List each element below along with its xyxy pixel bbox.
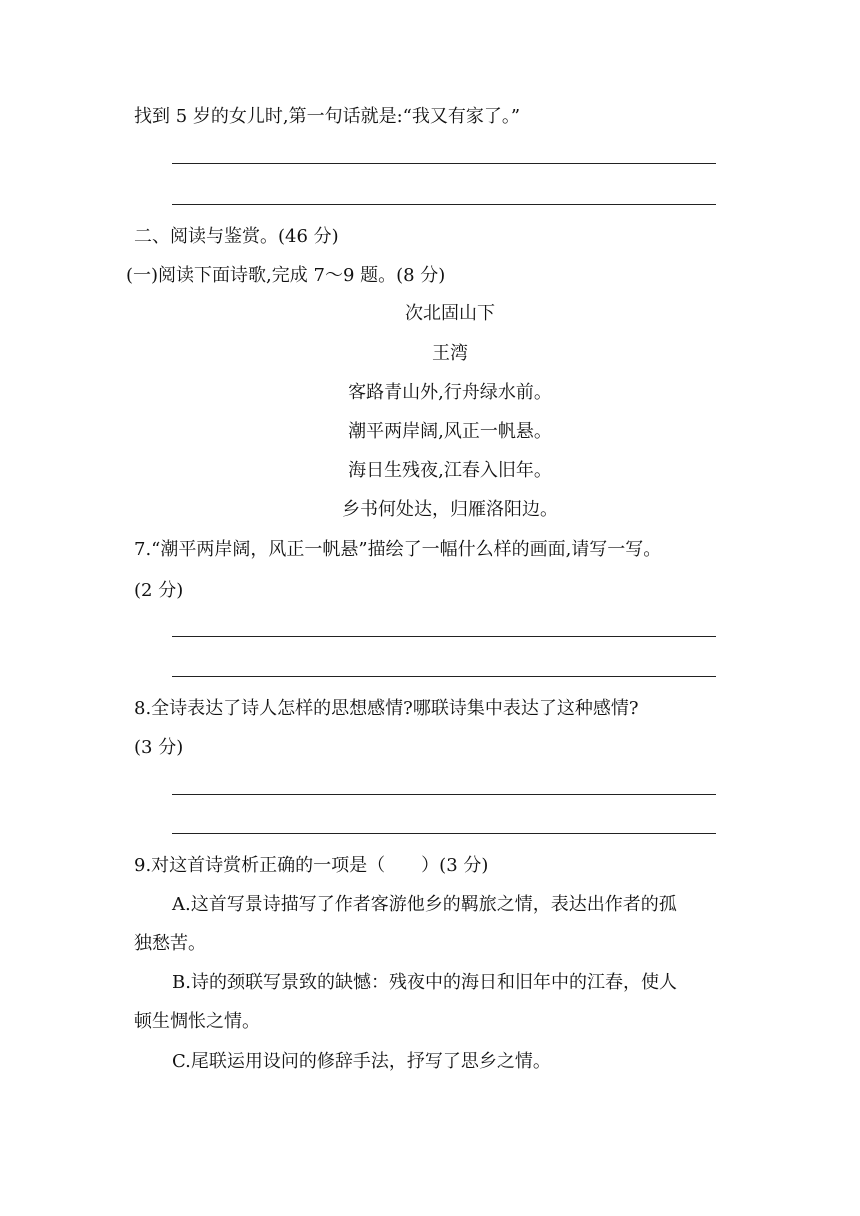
- option-b[interactable]: B.诗的颈联写景致的缺憾：残夜中的海日和旧年中的江春，使人: [172, 972, 677, 993]
- question-7-score: (2 分): [134, 580, 184, 601]
- option-a-continued: 独愁苦。: [134, 933, 206, 954]
- answer-line[interactable]: [172, 676, 716, 677]
- option-c[interactable]: C.尾联运用设问的修辞手法，抒写了思乡之情。: [172, 1051, 551, 1072]
- option-a[interactable]: A.这首写景诗描写了作者客游他乡的羁旅之情，表达出作者的孤: [172, 894, 677, 915]
- poem-line: 海日生残夜,江春入旧年。: [348, 460, 552, 481]
- poem-line: 乡书何处达，归雁洛阳边。: [342, 499, 558, 520]
- answer-line[interactable]: [172, 163, 716, 164]
- poem-line: 潮平两岸阔,风正一帆悬。: [348, 421, 552, 442]
- question-9-stem: 9.对这首诗赏析正确的一项是（ ）(3 分): [134, 855, 489, 876]
- answer-line[interactable]: [172, 794, 716, 795]
- answer-line[interactable]: [172, 204, 716, 205]
- section-heading: 二、阅读与鉴赏。(46 分): [134, 226, 339, 247]
- option-b-continued: 顿生惆怅之情。: [134, 1011, 260, 1032]
- question-8-score: (3 分): [134, 737, 184, 758]
- poem-title: 次北固山下: [405, 303, 495, 324]
- poem-author: 王湾: [432, 343, 468, 364]
- question-8-text: 8.全诗表达了诗人怎样的思想感情?哪联诗集中表达了这种感情?: [134, 698, 639, 719]
- poem-line: 客路青山外,行舟绿水前。: [348, 382, 552, 403]
- question-7-text: 7.“潮平两岸阔，风正一帆悬”描绘了一幅什么样的画面,请写一写。: [134, 539, 662, 560]
- previous-question-text: 找到 5 岁的女儿时,第一句话就是:“我又有家了。”: [134, 106, 521, 127]
- answer-line[interactable]: [172, 636, 716, 637]
- answer-line[interactable]: [172, 833, 716, 834]
- part-instruction: (一)阅读下面诗歌,完成 7～9 题。(8 分): [126, 265, 446, 286]
